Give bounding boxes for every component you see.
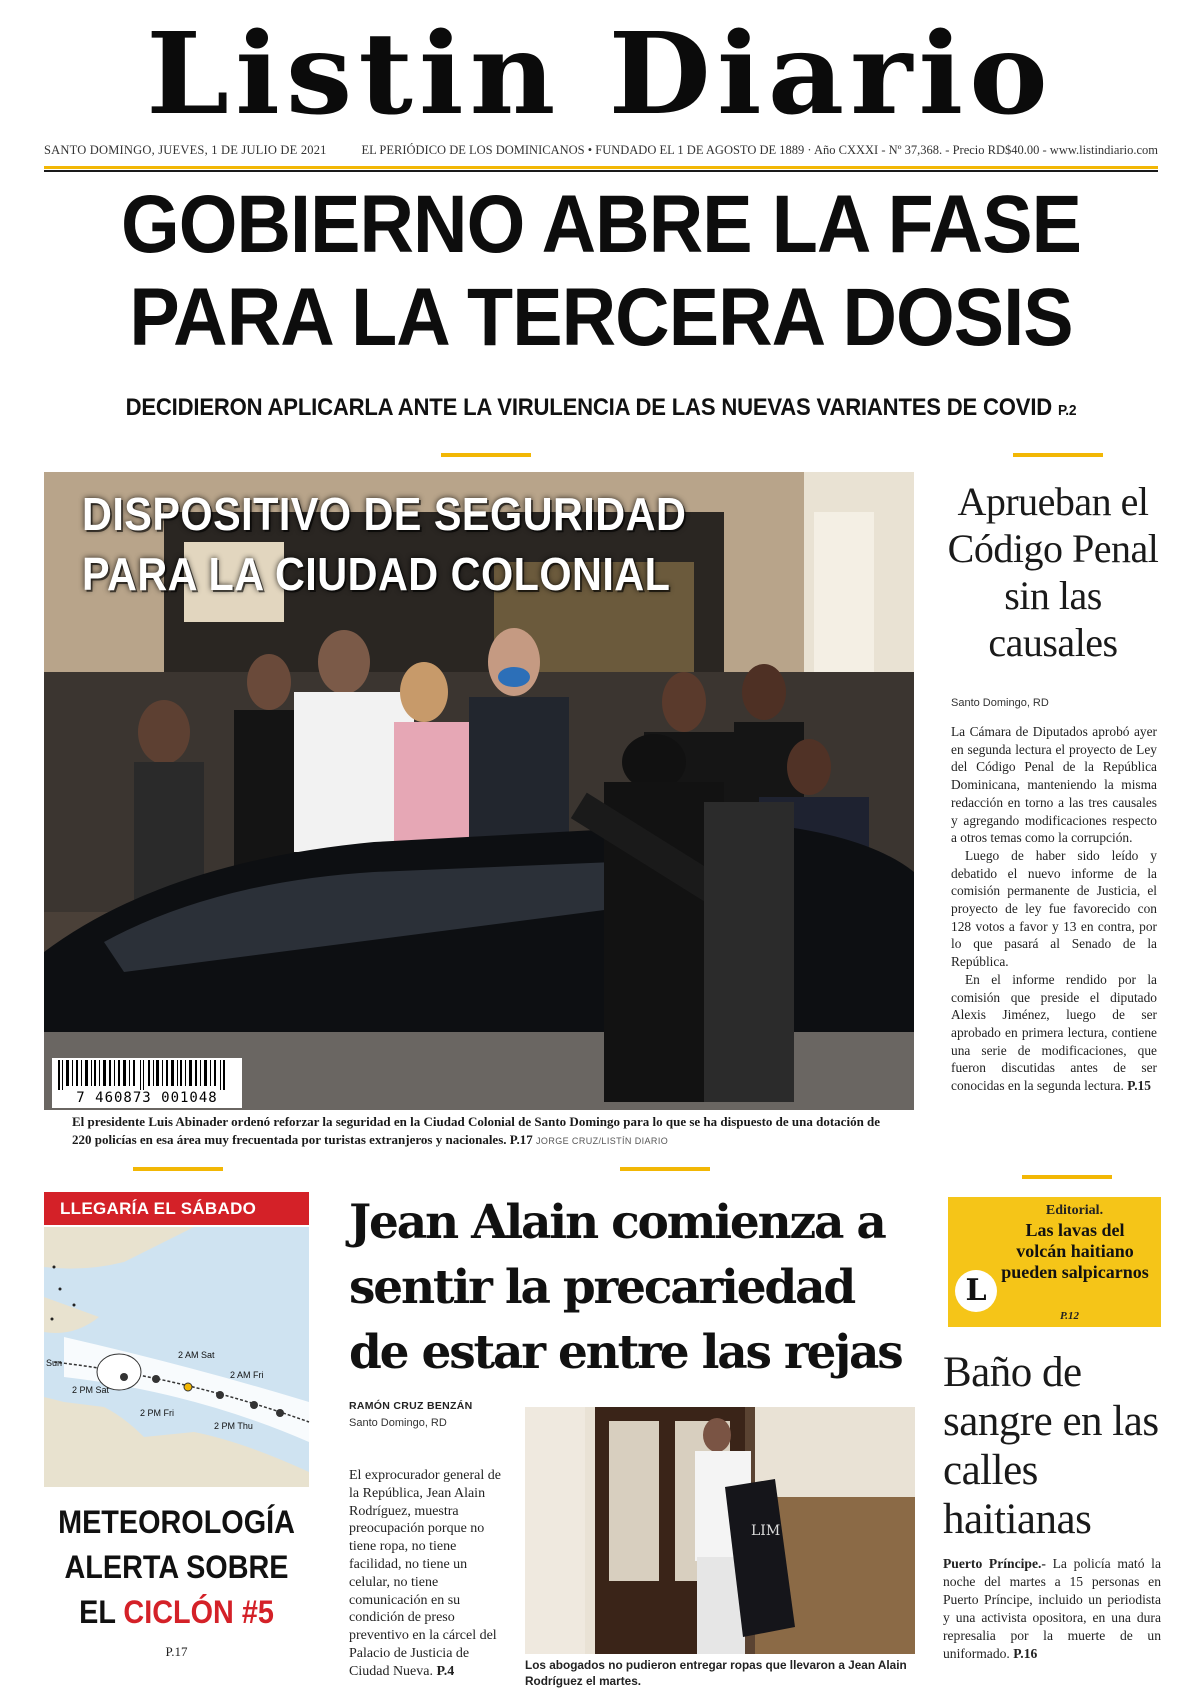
barcode-number: 7 460873 001048 bbox=[76, 1090, 218, 1106]
photo-caption-text: El presidente Luis Abinader ordenó reforzar la seguridad en la Ciudad Colonial de Santo Domingo para lo que se ha dispuesto de una dotación de 220 policías en esa área muy frecuentada por turistas extranjeros y nacionales. bbox=[72, 1114, 881, 1147]
map-label: 2 PM Fri bbox=[140, 1408, 175, 1418]
editorial-kicker: Editorial. bbox=[1045, 1203, 1104, 1218]
lead-subhead bbox=[89, 394, 1114, 422]
map-label: 2 PM Sat bbox=[72, 1385, 110, 1395]
edition-date: SANTO DOMINGO, JUEVES, 1 DE JULIO DE 2021 bbox=[44, 143, 327, 157]
jean-alain-photo bbox=[525, 1407, 915, 1654]
haiti-headline: Baño de sangre en las calles haitianas bbox=[943, 1349, 1159, 1543]
ciclon-headline-line-2: ALERTA SOBRE bbox=[64, 1549, 289, 1585]
lead-headline-line-2: PARA LA TERCERA DOSIS bbox=[129, 272, 1073, 363]
photo-credit: JORGE CRUZ/LISTÍN DIARIO bbox=[536, 1136, 669, 1146]
editorial-headline[interactable]: Las lavas del volcán haitiano pueden salpicarnos bbox=[1001, 1220, 1149, 1282]
bag-label: LIM bbox=[751, 1523, 781, 1539]
jean-alain-photo-illustration bbox=[525, 1407, 915, 1654]
photo-headline bbox=[82, 484, 712, 604]
listin-logo-icon: L bbox=[955, 1270, 997, 1312]
haiti-dateline: Puerto Príncipe.- bbox=[943, 1556, 1046, 1571]
divider-tick bbox=[620, 1167, 710, 1171]
photo-headline-line-2: PARA LA CIUDAD COLONIAL bbox=[82, 548, 671, 600]
jean-alain-page: P.4 bbox=[436, 1663, 455, 1679]
codigo-penal-page: P.15 bbox=[1127, 1078, 1151, 1094]
masthead-rule-dark bbox=[44, 170, 1158, 172]
barcode-icon bbox=[52, 1058, 242, 1090]
codigo-penal-paragraph-1: La Cámara de Diputados aprobó ayer en segunda lectura el proyecto de Ley del Código Penal de la República Dominicana, manteniendo la misma redacción en torno a las tres causales y agregando modificaciones respecto a otros temas como la corrupción. bbox=[951, 724, 1157, 846]
codigo-penal-paragraph-2: Luego de haber sido leído y debatido el nuevo informe de la comisión permanente de Justicia, el proyecto de ley fue favorecido con 128 votos a favor y 13 en contra, por lo que pasará al Senado de la República. bbox=[951, 847, 1157, 970]
masthead-logo: Listin Diario bbox=[146, 7, 1054, 140]
jean-alain-body-text: El exprocurador general de la República, Jean Alain Rodríguez, muestra preocupación porque no tiene ropa, no tiene facilidad, no tiene un celular, no tiene comunicación en su condición de preso preventivo en la cárcel del Palacio de Justicia de Ciudad Nueva. bbox=[349, 1468, 501, 1679]
jean-alain-dateline: Santo Domingo, RD bbox=[349, 1417, 447, 1429]
ciclon-kicker: LLEGARÍA EL SÁBADO bbox=[44, 1192, 309, 1225]
edition-info: EL PERIÓDICO DE LOS DOMINICANOS • FUNDADO EL 1 DE AGOSTO DE 1889 · Año CXXXI - Nº 37,368. - Precio RD$40.00 - www.listindiario.com bbox=[361, 143, 1158, 157]
ciclon-headline-line-3 bbox=[57, 1590, 296, 1635]
lead-headline-line-1: GOBIERNO ABRE LA FASE bbox=[120, 179, 1082, 270]
codigo-penal-dateline: Santo Domingo, RD bbox=[951, 697, 1049, 709]
lead-subhead-text: DECIDIERON APLICARLA ANTE LA VIRULENCIA DE LAS NUEVAS VARIANTES DE COVID bbox=[125, 394, 1053, 421]
codigo-penal-headline: Aprueban el Código Penal sin las causales bbox=[947, 479, 1159, 665]
divider-tick bbox=[441, 453, 531, 457]
divider-tick bbox=[1022, 1175, 1112, 1179]
ciclon-headline bbox=[57, 1500, 296, 1635]
photo-caption bbox=[72, 1113, 902, 1150]
divider-tick bbox=[1013, 453, 1103, 457]
codigo-penal-paragraph-3 bbox=[951, 971, 1157, 1095]
map-label: 2 AM Fri bbox=[230, 1370, 264, 1380]
haiti-body-text: La policía mató la noche del martes a 15 personas en Puerto Príncipe, incluido un periodista y una activista opositora, en una dura represalia por la muerte de un uniformado. bbox=[943, 1556, 1161, 1661]
jean-alain-headline: Jean Alain comienza a sentir la precariedad de estar entre las rejas bbox=[349, 1195, 902, 1380]
masthead-info-bar bbox=[44, 143, 1158, 161]
map-label: 2 AM Sat bbox=[178, 1350, 215, 1360]
ciclon-page: P.17 bbox=[165, 1644, 188, 1659]
jean-alain-body bbox=[349, 1467, 509, 1681]
codigo-penal-paragraph-3-text: En el informe rendido por la comisión que preside el diputado Alexis Jiménez, luego de ser aprobado en primera lectura, contiene una serie de modificaciones, que fueron discutidas antes de ser conocidas en la segunda lectura. bbox=[951, 971, 1157, 1094]
haiti-body bbox=[943, 1555, 1161, 1663]
map-label: 2 PM Thu bbox=[214, 1421, 253, 1431]
divider-tick bbox=[133, 1167, 223, 1171]
ciclon-headline-number: CICLÓN #5 bbox=[123, 1594, 274, 1630]
cyclone-map bbox=[44, 1227, 309, 1487]
jean-alain-byline: RAMÓN CRUZ BENZÁN bbox=[349, 1400, 473, 1412]
photo-headline-line-1: DISPOSITIVO DE SEGURIDAD bbox=[82, 488, 687, 540]
masthead-rule-gold bbox=[44, 166, 1158, 169]
editorial-page: P.12 bbox=[1060, 1310, 1080, 1322]
lead-headline bbox=[89, 178, 1114, 364]
photo-caption-page: P.17 bbox=[509, 1132, 533, 1147]
codigo-penal-body bbox=[951, 723, 1157, 1095]
ciclon-headline-line-1: METEOROLOGÍA bbox=[58, 1504, 295, 1540]
ciclon-headline-el: EL bbox=[79, 1594, 116, 1630]
jean-alain-photo-caption: Los abogados no pudieron entregar ropas que llevaron a Jean Alain Rodríguez el martes. bbox=[525, 1658, 907, 1688]
lead-subhead-page: P.2 bbox=[1057, 402, 1077, 419]
map-label: Sun bbox=[46, 1358, 63, 1368]
haiti-page: P.16 bbox=[1013, 1646, 1038, 1661]
cyclone-track-map bbox=[44, 1227, 309, 1487]
